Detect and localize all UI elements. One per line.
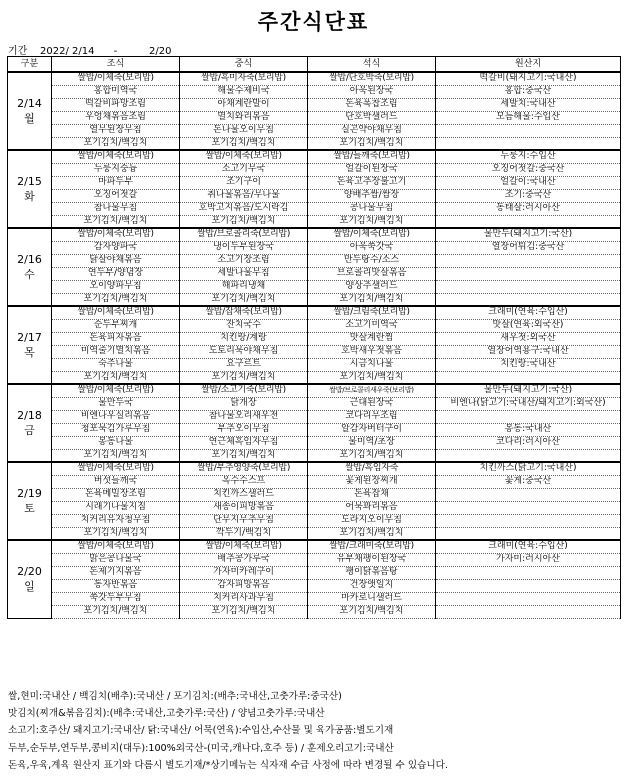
origin-cell: 떡갈비(돼지고기:국내산) <box>436 72 621 85</box>
menu-row <box>8 501 621 514</box>
dinner-cell: 도라지오이무침 <box>308 514 436 527</box>
dinner-cell: 쌀밥/단호박죽(보리밥) <box>308 72 436 85</box>
dinner-cell: 양상추샐러드 <box>308 280 436 293</box>
breakfast-cell: 포기김치/백김치 <box>52 371 180 384</box>
origin-cell: 물만두(돼지고기:국산) <box>436 384 621 397</box>
breakfast-cell: 숙주나물 <box>52 358 180 371</box>
day-date: 2/17 <box>17 331 42 344</box>
lunch-cell: 소고기장조림 <box>180 254 308 267</box>
lunch-cell: 냉이두부된장국 <box>180 241 308 254</box>
day-weekday: 목 <box>24 346 35 359</box>
origin-cell: 치킨랑:국내산 <box>436 358 621 371</box>
origin-cell <box>436 579 621 592</box>
origin-cell <box>436 592 621 605</box>
breakfast-cell: 버섯들깨국 <box>52 475 180 488</box>
dinner-cell: 쌀밥/크림죽(보리밥) <box>308 306 436 319</box>
lunch-cell: 해파리냉채 <box>180 280 308 293</box>
dinner-cell: 돈육고추장불고기 <box>308 176 436 189</box>
menu-row <box>8 267 621 280</box>
dinner-cell: 포기김치/백김치 <box>308 527 436 540</box>
lunch-cell: 포기김치/백김치 <box>180 215 308 228</box>
dinner-cell: 쌀밥/흑임자죽 <box>308 462 436 475</box>
menu-row <box>8 124 621 137</box>
breakfast-cell: 포기김치/백김치 <box>52 215 180 228</box>
origin-cell: 새우젓:외국산 <box>436 332 621 345</box>
menu-row <box>8 605 621 618</box>
menu-row <box>8 579 621 592</box>
menu-row <box>8 150 621 163</box>
breakfast-cell: 오징어젓갈 <box>52 189 180 202</box>
origin-cell <box>436 124 621 137</box>
menu-row <box>8 189 621 202</box>
lunch-cell: 쌀밥/이체죽(보리밥) <box>180 150 308 163</box>
menu-row <box>8 202 621 215</box>
day-cell <box>8 150 52 228</box>
day-cell <box>8 306 52 384</box>
origin-cell <box>436 137 621 150</box>
menu-row <box>8 384 621 397</box>
header-category: 구분 <box>8 57 52 73</box>
lunch-cell: 쌀밥/부추영양죽(보리밥) <box>180 462 308 475</box>
day-cell <box>8 462 52 540</box>
breakfast-cell: 물만두국 <box>52 397 180 410</box>
lunch-cell: 포기김치/백김치 <box>180 605 308 618</box>
origin-cell <box>436 566 621 579</box>
origin-cell <box>436 280 621 293</box>
breakfast-cell: 포기김치/백김치 <box>52 527 180 540</box>
origin-cell: 동태살:러시아산 <box>436 202 621 215</box>
lunch-cell: 가자미카레구이 <box>180 566 308 579</box>
breakfast-cell: 포기김치/백김치 <box>52 137 180 150</box>
origin-cell <box>436 488 621 501</box>
period-label: 기간 <box>8 46 28 57</box>
dinner-cell: 건장앳일지 <box>308 579 436 592</box>
origin-cell <box>436 267 621 280</box>
breakfast-cell: 맑은콩나물국 <box>52 553 180 566</box>
dinner-cell: 시금치나물 <box>308 358 436 371</box>
dinner-cell: 콩나물무침 <box>308 202 436 215</box>
breakfast-cell: 돈육피자볶음 <box>52 332 180 345</box>
lunch-cell: 쌀밥/브로콜리죽(보리밥) <box>180 228 308 241</box>
origin-cell: 오징어젓갈:중국산 <box>436 163 621 176</box>
lunch-cell: 호박고지볶음/도시락김 <box>180 202 308 215</box>
menu-row <box>8 280 621 293</box>
note-line: 돈육,우육,계육 원산지 표기와 다름시 별도기재/*상기메뉴는 식자재 수급 사정에 따라 변경될 수 있습니다. <box>8 759 448 771</box>
dinner-cell: 돈육폭찹조림 <box>308 98 436 111</box>
origin-cell <box>436 215 621 228</box>
menu-row <box>8 592 621 605</box>
dinner-cell: 유부채팽이된장국 <box>308 553 436 566</box>
origin-cell: 물만두(돼지고기:국산) <box>436 228 621 241</box>
lunch-cell: 해물수제비국 <box>180 85 308 98</box>
breakfast-cell: 돈육메밀장조림 <box>52 488 180 501</box>
lunch-cell: 소고기무국 <box>180 163 308 176</box>
menu-row <box>8 449 621 462</box>
breakfast-cell: 돈제기지볶음 <box>52 566 180 579</box>
breakfast-cell: 포기김치/백김치 <box>52 605 180 618</box>
notes <box>8 688 620 774</box>
origin-cell: 세발치:국내산 <box>436 98 621 111</box>
origin-cell: 홍합:중국산 <box>436 85 621 98</box>
dinner-cell: 근대된장국 <box>308 397 436 410</box>
lunch-cell: 조기구이 <box>180 176 308 189</box>
breakfast-cell: 연두부/양념장 <box>52 267 180 280</box>
menu-row <box>8 553 621 566</box>
breakfast-cell: 감자양파국 <box>52 241 180 254</box>
lunch-cell: 치킨랑/계랑 <box>180 332 308 345</box>
menu-row <box>8 514 621 527</box>
menu-row <box>8 410 621 423</box>
note-line: 두부,순두부,연두부,콩비지(대두):100%외국산-(미국,캐나다,호주 등) / 훈제오리고기:국내산 <box>8 742 394 754</box>
header-lunch: 중식 <box>180 57 308 73</box>
lunch-cell: 배추콩가루국 <box>180 553 308 566</box>
dinner-cell: 양배추쌈/쌈장 <box>308 189 436 202</box>
menu-row <box>8 566 621 579</box>
lunch-cell: 쌀밥/소고기죽(보리밥) <box>180 384 308 397</box>
lunch-cell: 부추오이무침 <box>180 423 308 436</box>
breakfast-cell: 쌀밥/이체죽(보리밥) <box>52 384 180 397</box>
lunch-cell: 쌀밥/흑미자죽(보리밥) <box>180 72 308 85</box>
menu-row <box>8 371 621 384</box>
lunch-cell: 돈나물오이무침 <box>180 124 308 137</box>
dinner-cell: 소고기미역국 <box>308 319 436 332</box>
lunch-cell: 잔치국수 <box>180 319 308 332</box>
lunch-cell: 도토리묵야채무침 <box>180 345 308 358</box>
dinner-cell: 돈육잡채 <box>308 488 436 501</box>
day-weekday: 월 <box>24 112 35 125</box>
dinner-cell: 얼갈이된장국 <box>308 163 436 176</box>
breakfast-cell: 누룽지숭늉 <box>52 163 180 176</box>
dinner-cell: 쌀밥/들깨죽(보리밥) <box>308 150 436 163</box>
origin-cell: 가자미:러시아산 <box>436 553 621 566</box>
menu-row <box>8 488 621 501</box>
menu-row <box>8 98 621 111</box>
origin-cell <box>436 293 621 306</box>
origin-cell: 맛살(연육:외국산) <box>436 319 621 332</box>
dinner-cell: 코다리무조림 <box>308 410 436 423</box>
day-date: 2/20 <box>17 565 42 579</box>
breakfast-cell: 마파두부 <box>52 176 180 189</box>
lunch-cell: 포기김치/백김치 <box>180 371 308 384</box>
day-weekday: 일 <box>24 580 35 594</box>
day-cell <box>8 540 52 618</box>
day-date: 2/15 <box>17 175 42 188</box>
page-title: 주간식단표 <box>257 10 370 34</box>
day-weekday: 수 <box>24 268 35 281</box>
origin-cell: 얼갈이:국내산 <box>436 176 621 189</box>
menu-row <box>8 72 621 85</box>
breakfast-cell: 참나물무침 <box>52 202 180 215</box>
dinner-cell: 아욱쑥갓국 <box>308 241 436 254</box>
lunch-cell: 참나물오리새우전 <box>180 410 308 423</box>
origin-cell <box>436 449 621 462</box>
lunch-cell: 감자피망볶음 <box>180 579 308 592</box>
origin-cell: 크래미(연육:수입산) <box>436 540 621 553</box>
breakfast-cell: 쌀밥/이체죽(보리밥) <box>52 150 180 163</box>
day-cell <box>8 228 52 306</box>
lunch-cell: 치킨까스샐러드 <box>180 488 308 501</box>
breakfast-cell: 쌀밥/이체죽(보리밥) <box>52 72 180 85</box>
dinner-cell: 마카로니샐러드 <box>308 592 436 605</box>
menu-row <box>8 176 621 189</box>
dinner-cell: 포기김치/백김치 <box>308 293 436 306</box>
menu-body <box>8 72 621 618</box>
lunch-cell: 쌀밥/잡채죽(보리밥) <box>180 306 308 319</box>
menu-row <box>8 293 621 306</box>
lunch-cell: 아채계란말이 <box>180 98 308 111</box>
breakfast-cell: 시래기나물지짐 <box>52 501 180 514</box>
menu-row <box>8 319 621 332</box>
origin-cell <box>436 527 621 540</box>
origin-cell: 조기:중국산 <box>436 189 621 202</box>
menu-row <box>8 163 621 176</box>
breakfast-cell: 비엔나우실리볶음 <box>52 410 180 423</box>
dinner-cell: 호박새우젓볶음 <box>308 345 436 358</box>
origin-cell <box>436 410 621 423</box>
menu-row <box>8 241 621 254</box>
header-breakfast: 조식 <box>52 57 180 73</box>
origin-cell <box>436 254 621 267</box>
note-line: 맛김치(찌개&볶음김치):(배추:국내산,고춧가루:국산) / 양념고춧가루:국내산 <box>8 708 325 720</box>
breakfast-cell: 쌀밥/이체죽(보리밥) <box>52 462 180 475</box>
dinner-cell: 만두탕수/소스 <box>308 254 436 267</box>
lunch-cell: 단무지무추무침 <box>180 514 308 527</box>
breakfast-cell: 포기김치/백김치 <box>52 293 180 306</box>
dinner-cell: 아욱된장국 <box>308 85 436 98</box>
dinner-cell: 어묵꽈리볶음 <box>308 501 436 514</box>
breakfast-cell: 떡갈비파망조림 <box>52 98 180 111</box>
lunch-cell: 치커리사과무침 <box>180 592 308 605</box>
origin-cell <box>436 605 621 618</box>
origin-cell: 비엔나(닭고기:국내산/돼지고기:외국산) <box>436 397 621 410</box>
menu-row <box>8 540 621 553</box>
dinner-cell: 포기김치/백김치 <box>308 137 436 150</box>
menu-row <box>8 397 621 410</box>
breakfast-cell: 순두부찌개 <box>52 319 180 332</box>
breakfast-cell: 열무된장무침 <box>52 124 180 137</box>
lunch-cell: 취나물볶음/무나물 <box>180 189 308 202</box>
dinner-cell: 포기김치/백김치 <box>308 215 436 228</box>
menu-row <box>8 332 621 345</box>
day-date: 2/18 <box>17 409 42 422</box>
lunch-cell: 세발나물무침 <box>180 267 308 280</box>
day-date: 2/14 <box>17 97 42 110</box>
lunch-cell: 포기김치/백김치 <box>180 137 308 150</box>
menu-row <box>8 137 621 150</box>
breakfast-cell: 포기김치/백김치 <box>52 449 180 462</box>
menu-row <box>8 475 621 488</box>
menu-row <box>8 462 621 475</box>
lunch-cell: 새송이피망볶음 <box>180 501 308 514</box>
header-origin: 원산지 <box>436 57 621 73</box>
origin-cell: 봉동:국내산 <box>436 423 621 436</box>
day-cell <box>8 384 52 462</box>
breakfast-cell: 동자반볶음 <box>52 579 180 592</box>
dinner-cell: 실곤약야채무침 <box>308 124 436 137</box>
lunch-cell: 닭개장 <box>180 397 308 410</box>
period <box>8 42 171 57</box>
day-date: 2/19 <box>17 487 42 500</box>
origin-cell: 치킨까스(닭고기:국내산) <box>436 462 621 475</box>
header-dinner: 석식 <box>308 57 436 73</box>
breakfast-cell: 쑥갓두부무침 <box>52 592 180 605</box>
breakfast-cell: 봉동나물 <box>52 436 180 449</box>
breakfast-cell: 홍합미역국 <box>52 85 180 98</box>
lunch-cell: 멸치와리볶음 <box>180 111 308 124</box>
lunch-cell: 포기김치/백김치 <box>180 449 308 462</box>
lunch-cell: 연근체흑임자무침 <box>180 436 308 449</box>
dinner-cell: 포기김치/백김치 <box>308 449 436 462</box>
dinner-cell: 물미역/초장 <box>308 436 436 449</box>
lunch-cell: 요구르트 <box>180 358 308 371</box>
breakfast-cell: 쌀밥/이체죽(보리밥) <box>52 228 180 241</box>
menu-row <box>8 111 621 124</box>
origin-cell: 크래미(연육:수입산) <box>436 306 621 319</box>
period-end: 2/20 <box>148 46 172 57</box>
dinner-cell: 맛살계란찜 <box>308 332 436 345</box>
origin-cell: 모듬해물:수입산 <box>436 111 621 124</box>
dinner-cell: 포기김치/백김치 <box>308 371 436 384</box>
origin-cell: 열장어튀김:중국산 <box>436 241 621 254</box>
breakfast-cell: 치커리유자청무침 <box>52 514 180 527</box>
day-cell <box>8 72 52 150</box>
menu-row <box>8 254 621 267</box>
origin-cell <box>436 371 621 384</box>
origin-cell <box>436 514 621 527</box>
menu-table <box>7 56 621 619</box>
breakfast-cell: 미역줄기멸치볶음 <box>52 345 180 358</box>
origin-cell: 누룽지:수입산 <box>436 150 621 163</box>
lunch-cell: 깍두기/백김치 <box>180 527 308 540</box>
dinner-cell: 꽃게된장찌개 <box>308 475 436 488</box>
menu-row <box>8 345 621 358</box>
day-date: 2/16 <box>17 253 42 266</box>
dinner-cell: 단호박샐러드 <box>308 111 436 124</box>
day-weekday: 화 <box>24 190 35 203</box>
dinner-cell: 브로콜리맛살볶음 <box>308 267 436 280</box>
breakfast-cell: 닭살야채볶음 <box>52 254 180 267</box>
menu-row <box>8 228 621 241</box>
origin-cell: 꽃게:중국산 <box>436 475 621 488</box>
origin-cell: 열장어역용구:국내산 <box>436 345 621 358</box>
period-start: 2022/ 2/14 <box>40 46 95 57</box>
breakfast-cell: 오이양파무침 <box>52 280 180 293</box>
dinner-cell: 쌀밥/크래미죽(보리밥) <box>308 540 436 553</box>
note-line: 쌀,현미:국내산 / 백김치(배추):국내산 / 포기김치:(배추:국내산,고춧가루:중국산) <box>8 691 342 702</box>
breakfast-cell: 쌀밥/이체죽(보리밥) <box>52 540 180 553</box>
day-weekday: 금 <box>24 424 35 437</box>
breakfast-cell: 쌀밥/이체죽(보리밥) <box>52 306 180 319</box>
lunch-cell: 쌀밥/이체죽(보리밥) <box>180 540 308 553</box>
menu-row <box>8 423 621 436</box>
day-weekday: 토 <box>24 502 35 515</box>
dinner-cell: 쌀밥/이체죽(보리밥) <box>308 228 436 241</box>
menu-row <box>8 306 621 319</box>
menu-row <box>8 215 621 228</box>
lunch-cell: 옥수수스프 <box>180 475 308 488</box>
dinner-cell: 쌀밥/브로콜리새우죽(보리밥) <box>308 384 436 397</box>
menu-row <box>8 527 621 540</box>
dinner-cell: 팽이닭볶음탕 <box>308 566 436 579</box>
menu-row <box>8 85 621 98</box>
menu-row <box>8 436 621 449</box>
lunch-cell: 포기김치/백김치 <box>180 293 308 306</box>
period-dash: - <box>113 46 118 57</box>
origin-cell <box>436 501 621 514</box>
origin-cell: 코다리:러시아산 <box>436 436 621 449</box>
breakfast-cell: 우엉채볶음조림 <box>52 111 180 124</box>
menu-row <box>8 358 621 371</box>
note-line: 소고기:호주산/ 돼지고기:국내산/ 닭:국내산/ 어묵(연육):수입산,수산물 및 육가공품:별도기재 <box>8 725 394 737</box>
dinner-cell: 포기김치/백김치 <box>308 605 436 618</box>
breakfast-cell: 청포묵김가루무침 <box>52 423 180 436</box>
dinner-cell: 알감자버터구이 <box>308 423 436 436</box>
